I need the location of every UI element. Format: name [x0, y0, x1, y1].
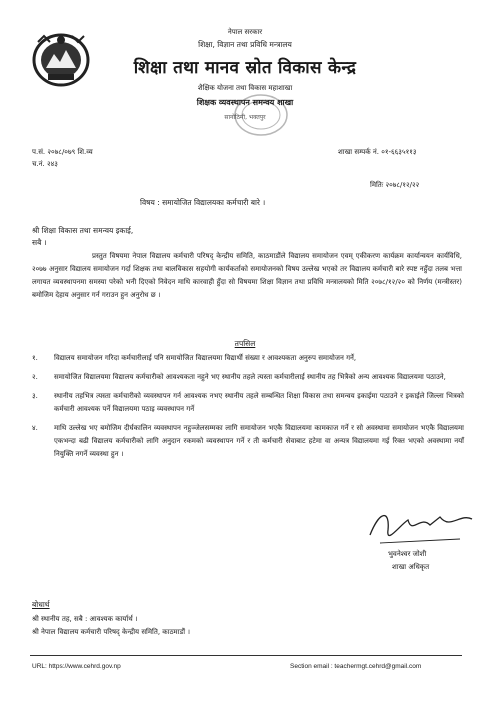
item-text: समायोजित विद्यालयमा विद्यालय कर्मचारीको आवश्यकता नहुने भए स्थानीय तहले त्यस्ता कर्मचारीलाई स्थानीय तह भित्रैको अन्य आवश्यक विद्यालयमा पठाउने, [54, 373, 446, 381]
location-label: सानोठिमी, भक्तपुर [224, 114, 266, 121]
item-text: माथि उल्लेख भए बमोजिम दीर्घकालिन व्यवस्थापन नहुञ्जेलसम्मका लागि समायोजन भएकै विद्यालयमा कामकाज गर्ने र सो अवस्थामा समायोजन भएकै विद्यालयमा एकभन्दा बढी विद्यालय कर्मचारीको लागि अनुदान रकमको व्यवस्थापन गर्ने र ती कर्मचारी सेवाबाट हटेमा वा अन्यत्र विद्यालयमा गई रिक्त भएको अवस्थामा नयाँ नियुक्ति नगर्ने व्यवस्था हुन । [54, 424, 464, 458]
recipient-all: सबै । [32, 238, 47, 247]
dispatch-number: च.नं. २४३ [32, 160, 58, 168]
contact-number: शाखा सम्पर्क नं. ०१-६६३५११३ [338, 148, 417, 156]
recipient-line: श्री शिक्षा विकास तथा समन्वय इकाई, [32, 226, 134, 235]
section-label: शैक्षिक योजना तथा विकास महाशाखा [197, 84, 293, 92]
item-text: विद्यालय समायोजन गरिदा कर्मचारीलाई पनि समायोजित विद्यालयमा विद्यार्थी संख्या र आवश्यकता अनुरुप समायोजन गर्ने, [54, 354, 357, 362]
item-number: ४. [32, 424, 38, 432]
body-text: प्रस्तुत विषयमा नेपाल विद्यालय कर्मचारी परिषद् केन्द्रीय समिति, काठमाडौंले विद्यालय समायोजन एवम् एकीकरण कार्यक्रम कार्यान्वयन कार्यविधि, २०७७ अनुसार विद्यालय समायोजन गर्दा शिक्षक तथा बालविकास सहयोगी कार्यकर्ताको समायोजनको विषय उल्लेख भएको तर विद्यालय कर्मचारी बारे स्पष्ट नहुँदा तलब भत्ता लगायत व्यवस्थापनमा समस्या परेको भनी दिएको निवेदन माथि कारवाही हुँदा सो विषयमा शिक्षा विज्ञान तथा प्रविधि मन्त्रालयको मिति २०७८/१२/२० को निर्णय (मन्त्रीस्तर) बमोजिम देहाय अनुसार गर्न गराउन हुन अनुरोध छ । [32, 252, 462, 299]
cc-line: श्री नेपाल विद्यालय कर्मचारी परिषद् केन्द्रीय समिति, काठमाडौं । [32, 628, 190, 636]
list-item [32, 422, 464, 461]
subject-line: विषय : समायोजित विद्यालयका कर्मचारी बारे । [140, 198, 266, 207]
government-label: नेपाल सरकार [227, 28, 263, 36]
body-paragraph [32, 250, 462, 302]
handwritten-signature-icon [360, 505, 480, 553]
item-number: ३. [32, 392, 38, 400]
reference-number: प.सं. २०७८/०७९ शि.व्य [32, 148, 93, 156]
item-text: स्थानीय तहभित्र त्यस्ता कर्मचारीको व्यवस्थापन गर्न आवश्यक नभए स्थानीय तहले सम्बन्धित शिक्षा विकास तथा समन्वय इकाईमा पठाउने र इकाईले जिल्ला भित्रको कर्मचारी आवश्यक पर्ने विद्यालयमा पठाइ व्यवस्थापन गर्ने [54, 392, 464, 413]
center-name: शिक्षा तथा मानव स्रोत विकास केन्द्र [133, 58, 357, 78]
list-item [32, 371, 464, 384]
letter-date: मितिः २०७८/१२/२२ [370, 181, 420, 189]
list-item [32, 390, 464, 416]
item-number: २. [32, 373, 38, 381]
cc-heading: बोधार्थ [32, 600, 50, 609]
details-list [32, 352, 464, 467]
item-number: १. [32, 354, 38, 362]
ministry-label: शिक्षा, विज्ञान तथा प्रविधि मन्त्रालय [198, 40, 292, 49]
cc-line: श्री स्थानीय तह, सबै : आवश्यक कार्यार्थ । [32, 615, 138, 623]
footer-email[interactable]: Section email : teachermgt.cehrd@gmail.com [290, 663, 422, 670]
list-item [32, 352, 464, 365]
signatory-title: शाखा अधिकृत [392, 563, 430, 571]
branch-label: शिक्षक व्यवस्थापन समन्वय शाखा [196, 98, 294, 107]
footer-divider [30, 655, 462, 656]
footer-url[interactable]: URL: https://www.cehrd.gov.np [32, 663, 121, 670]
details-heading: तपसिल [234, 339, 256, 348]
signatory-name: भुवनेश्वर जोशी [388, 550, 427, 558]
